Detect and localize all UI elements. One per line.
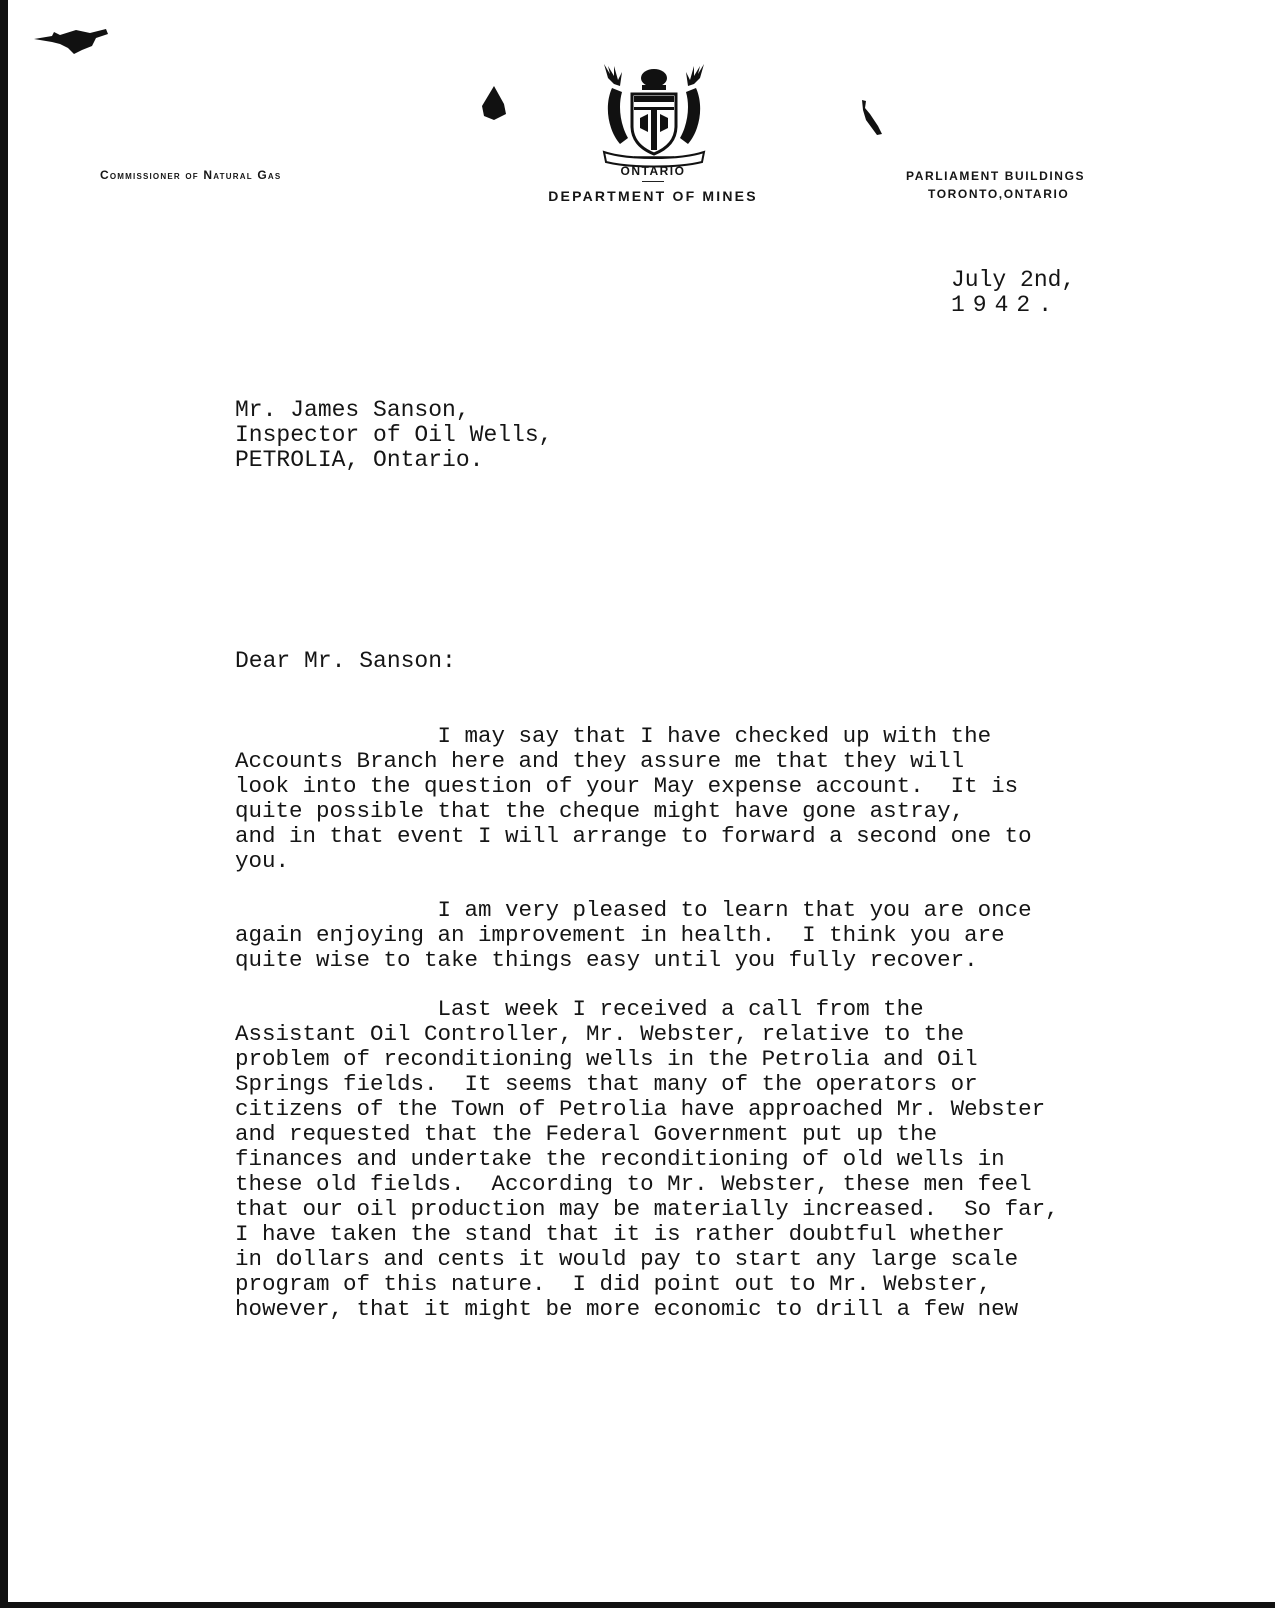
salutation: Dear Mr. Sanson:	[235, 648, 456, 674]
recipient-address	[235, 398, 552, 473]
ontario-coat-of-arms-icon	[598, 58, 710, 168]
letterhead-rule	[642, 181, 664, 182]
letterhead-ontario: ONTARIO	[620, 164, 686, 178]
letter-date	[951, 268, 1075, 318]
letterhead-address-line2: TORONTO,ONTARIO	[928, 187, 1070, 201]
letterhead-dept-of-mines: DEPARTMENT OF MINES	[548, 188, 758, 204]
date-year: 1942.	[951, 292, 1061, 318]
letterhead-department	[530, 164, 776, 204]
date-line1: July 2nd,	[951, 267, 1076, 293]
ink-blot-mark	[30, 24, 112, 58]
scan-edge-bottom	[0, 1602, 1275, 1608]
scan-edge-left	[0, 0, 8, 1608]
ink-blot-mark	[480, 84, 508, 122]
recipient-title: Inspector of Oil Wells,	[235, 422, 553, 448]
recipient-location: PETROLIA, Ontario.	[235, 447, 484, 473]
letter-body	[235, 724, 1165, 1346]
letterhead-commissioner: Commissioner of Natural Gas	[100, 168, 282, 182]
paragraph-1: I may say that I have checked up with the Accounts Branch here and they assure me that they will look into the question of your May expense account. It is quite possible that the cheque might have gone astray, and in that event I will arrange to forward a second one to you.	[235, 723, 1032, 874]
letterhead-address	[906, 167, 1126, 203]
recipient-name: Mr. James Sanson,	[235, 397, 470, 423]
paragraph-2: I am very pleased to learn that you are once again enjoying an improvement in health. I think you are quite wise to take things easy until you fully recover.	[235, 897, 1032, 973]
ink-blot-mark	[860, 98, 884, 138]
paragraph-3: Last week I received a call from the Assistant Oil Controller, Mr. Webster, relative to the problem of reconditioning wells in the Petrolia and Oil Springs fields. It seems that many of the operators or citizens of the Town of Petrolia have approached Mr. Webster and requested that the Federal Government put up the finances and undertake the reconditioning of old wells in these old fields. According to Mr. Webster, these men feel that our oil production may be materially increased. So far, I have taken the stand that it is rather doubtful whether in dollars and cents it would pay to start any large scale program of this nature. I did point out to Mr. Webster, however, that it might be more economic to drill a few new	[235, 996, 1059, 1322]
letterhead-address-line1: PARLIAMENT BUILDINGS	[906, 169, 1086, 183]
